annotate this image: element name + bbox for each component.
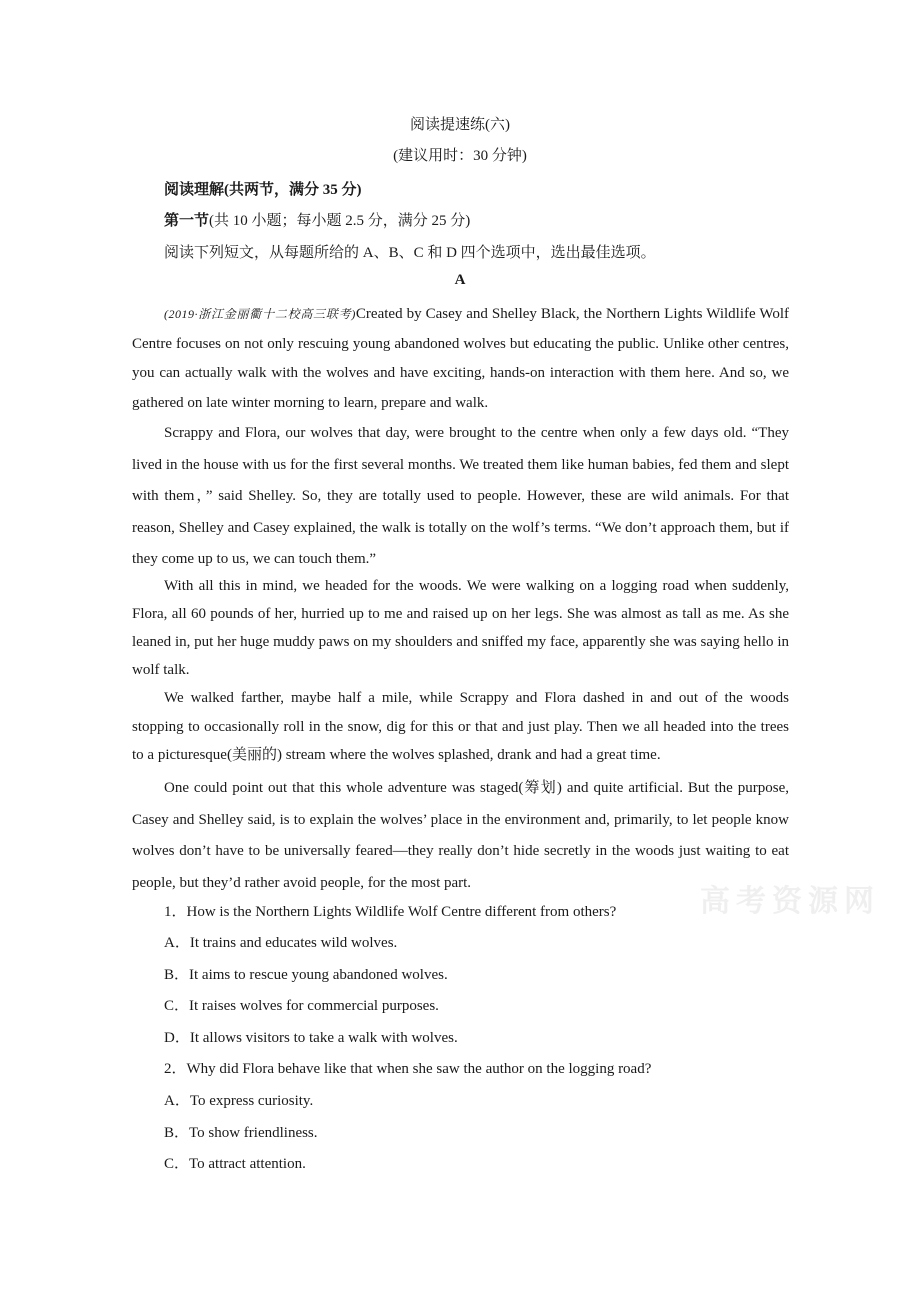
instruction: 阅读下列短文，从每题所给的 A、B、C 和 D 四个选项中，选出最佳选项。 — [164, 245, 656, 261]
question-2-option-b: B．To show friendliness. — [164, 1125, 318, 1141]
paragraph-5: One could point out that this whole adventure was staged(筹划) and quite artificial. But the purpose, Casey and Shelley said, is to explain the wolves’ place in the environment and, primarily, to let people know wolves don’t have to be universally feared—they really don’t hide secretly in the woods just waiting to eat people, but they’d rather avoid people, for the most part. — [132, 780, 789, 891]
paragraph-4: We walked farther, maybe half a mile, while Scrappy and Flora dashed in and out of the woods stopping to occasionally roll in the snow, dig for this or that and just play. Then we all headed into the trees to a picturesque(美丽的) stream where the wolves splashed, drank and had a great time. — [132, 690, 789, 764]
question-1-option-c: C．It raises wolves for commercial purposes. — [164, 998, 439, 1014]
question-2-stem: 2．Why did Flora behave like that when she saw the author on the logging road? — [164, 1061, 652, 1077]
question-1-option-a: A．It trains and educates wild wolves. — [164, 935, 398, 951]
page-title: 阅读提速练(六) — [410, 117, 510, 133]
question-1-option-b: B．It aims to rescue young abandoned wolves. — [164, 967, 448, 983]
part-heading — [164, 209, 821, 230]
question-2-option-c: C．To attract attention. — [164, 1156, 306, 1172]
passage-label: A — [454, 272, 466, 288]
part-heading-label: 第一节 — [164, 213, 210, 229]
question-1-option-d: D．It allows visitors to take a walk with wolves. — [164, 1030, 458, 1046]
question-1-stem: 1．How is the Northern Lights Wildlife Wolf Centre different from others? — [164, 904, 617, 920]
passage-source: (2019·浙江金丽衢十二校高三联考) — [164, 307, 356, 321]
part-heading-text: (共 10 小题；每小题 2.5 分，满分 25 分) — [209, 213, 471, 229]
time-hint: (建议用时：30 分钟) — [393, 148, 527, 164]
paragraph-1 — [132, 300, 789, 419]
question-2-option-a: A．To express curiosity. — [164, 1093, 314, 1109]
paragraph-3: With all this in mind, we headed for the woods. We were walking on a logging road when suddenly, Flora, all 60 pounds of her, hurried up to me and raised up on her legs. She was almost as tall as me. As she leaned in, put her huge muddy paws on my shoulders and sniffed my face, apparently she was saying hello in wolf talk. — [132, 578, 789, 678]
watermark: 高考资源网 — [700, 884, 880, 919]
section-heading: 阅读理解(共两节，满分 35 分) — [164, 182, 362, 198]
paragraph-1-text: Created by Casey and Shelley Black, the Northern Lights Wildlife Wolf Centre focuses on not only rescuing young abandoned wolves but educating the public. Unlike other centres, you can actually walk with the wolves and have exciting, hands-on interaction with them here. And so, we gathered on late winter morning to learn, prepare and walk. — [132, 306, 790, 412]
paragraph-2: Scrappy and Flora, our wolves that day, were brought to the centre when only a few days old. “They lived in the house with us for the first several months. We treated them like human babies, fed them and slept with them，” said Shelley. So, they are totally used to people. However, these are wild animals. For that reason, Shelley and Casey explained, the walk is totally on the wolf’s terms. “We don’t approach them, but if they come up to us, we can touch them.” — [132, 425, 789, 567]
